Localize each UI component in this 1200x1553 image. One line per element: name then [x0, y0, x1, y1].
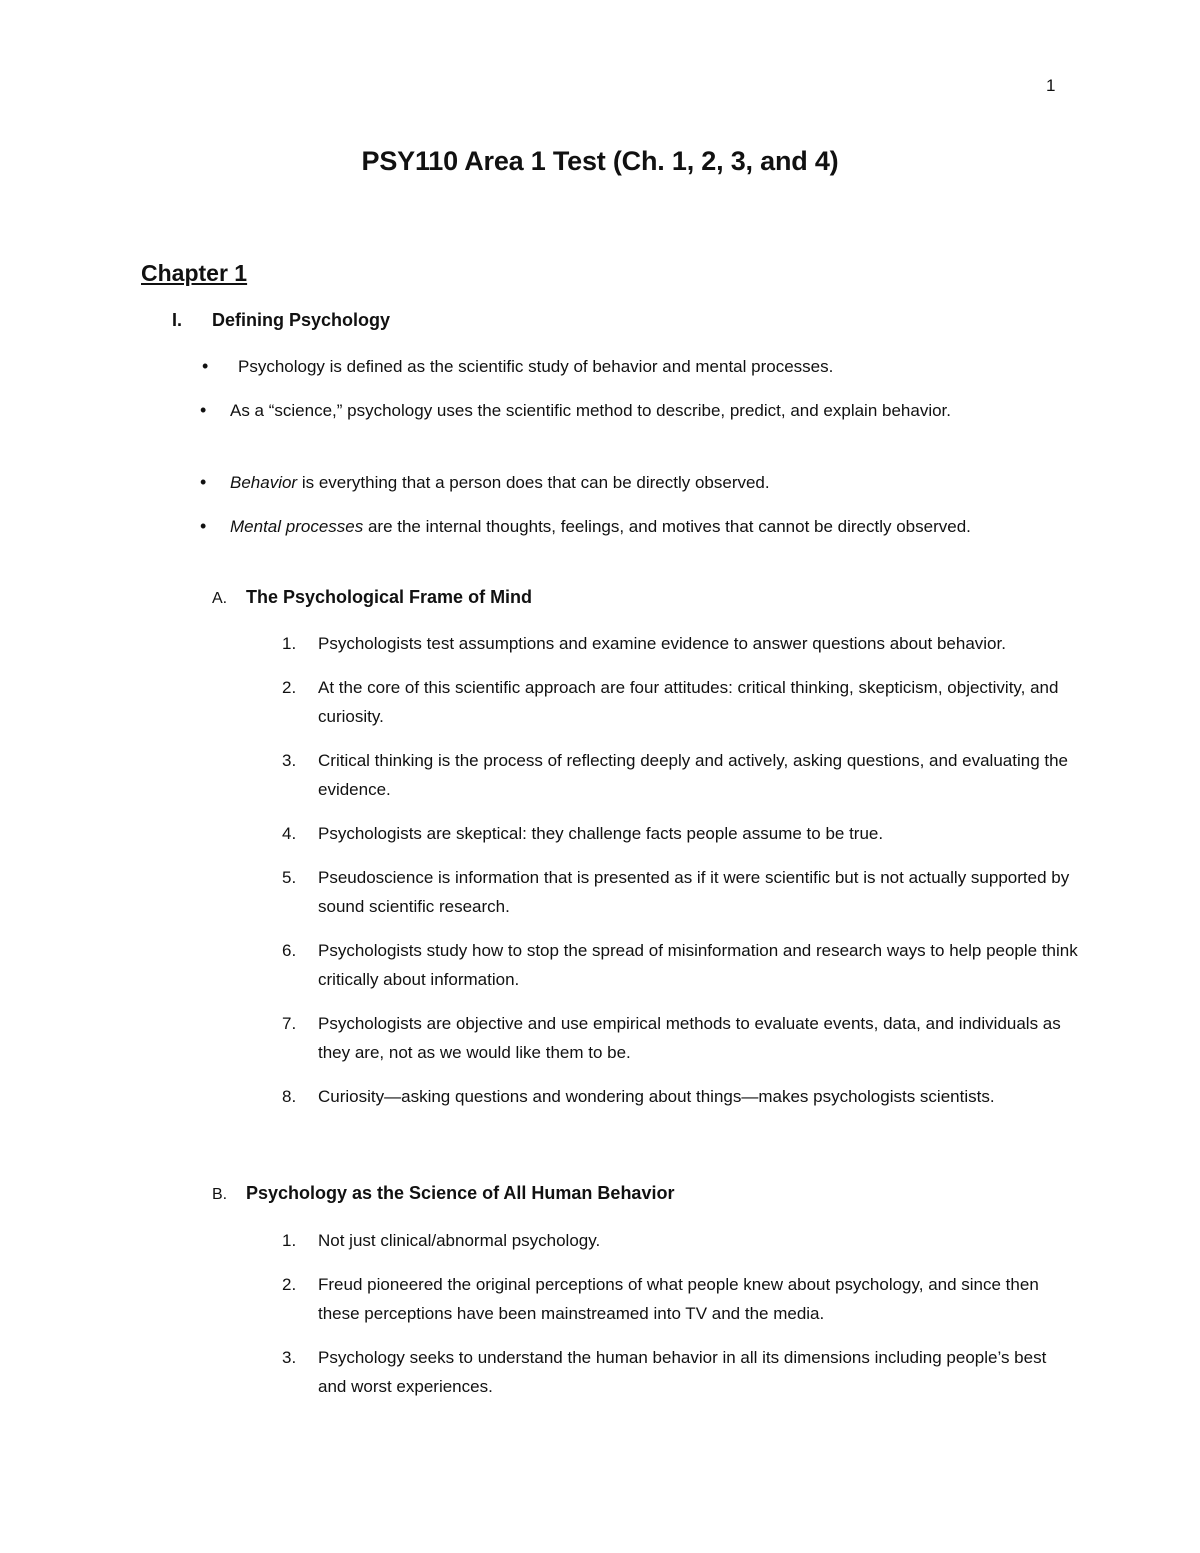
list-item: 4. Psychologists are skeptical: they challenge facts people assume to be true.: [282, 824, 884, 843]
list-item: 3. Critical thinking is the process of reflecting deeply and actively, asking questions, and evaluating the evidence.: [282, 751, 1069, 799]
list-item: 1. Psychologists test assumptions and examine evidence to answer questions about behavior.: [282, 634, 1006, 653]
list-item: 8. Curiosity—asking questions and wondering about things—makes psychologists scientists.: [282, 1087, 995, 1106]
list-item: 2. Freud pioneered the original perceptions of what people knew about psychology, and since then these perceptions have been mainstreamed into TV and the media.: [282, 1275, 1039, 1323]
document-title: PSY110 Area 1 Test (Ch. 1, 2, 3, and 4): [361, 146, 839, 176]
subsection-heading: B. Psychology as the Science of All Human Behavior: [212, 1183, 675, 1203]
numbered-list: [282, 1226, 1078, 1416]
bullet-item: • Mental processes are the internal thoughts, feelings, and motives that cannot be directly observed.: [230, 512, 1020, 541]
bullet-icon: •: [202, 356, 209, 376]
section-title: Defining Psychology: [212, 310, 391, 330]
bullet-item: • Psychology is defined as the scientific study of behavior and mental processes.: [238, 352, 998, 381]
list-item: 1. Not just clinical/abnormal psychology.: [282, 1231, 601, 1250]
bullet-icon: •: [200, 472, 207, 492]
bullet-icon: •: [200, 400, 207, 420]
section-numeral: I.: [172, 310, 183, 330]
chapter-heading: Chapter 1: [141, 260, 248, 286]
list-item: 2. At the core of this scientific approach are four attitudes: critical thinking, skepticism, objectivity, and curiosity.: [282, 678, 1059, 726]
list-item: 6. Psychologists study how to stop the spread of misinformation and research ways to help people think critically about information.: [282, 941, 1078, 989]
bullet-item: • Behavior is everything that a person does that can be directly observed.: [230, 468, 1020, 497]
page-number: 1: [1046, 76, 1056, 95]
subsection-heading: A. The Psychological Frame of Mind: [212, 587, 533, 607]
bullet-item: • As a “science,” psychology uses the scientific method to describe, predict, and explain behavior.: [230, 396, 990, 425]
list-item: 3. Psychology seeks to understand the human behavior in all its dimensions including people’s best and worst experiences.: [282, 1348, 1047, 1396]
bullet-icon: •: [200, 516, 207, 536]
list-item: 5. Pseudoscience is information that is presented as if it were scientific but is not actually supported by sound scientific research.: [282, 868, 1070, 916]
numbered-list: [282, 629, 1078, 1126]
list-item: 7. Psychologists are objective and use empirical methods to evaluate events, data, and individuals as they are, not as we would like them to be.: [282, 1014, 1061, 1062]
section-heading: [172, 310, 390, 331]
